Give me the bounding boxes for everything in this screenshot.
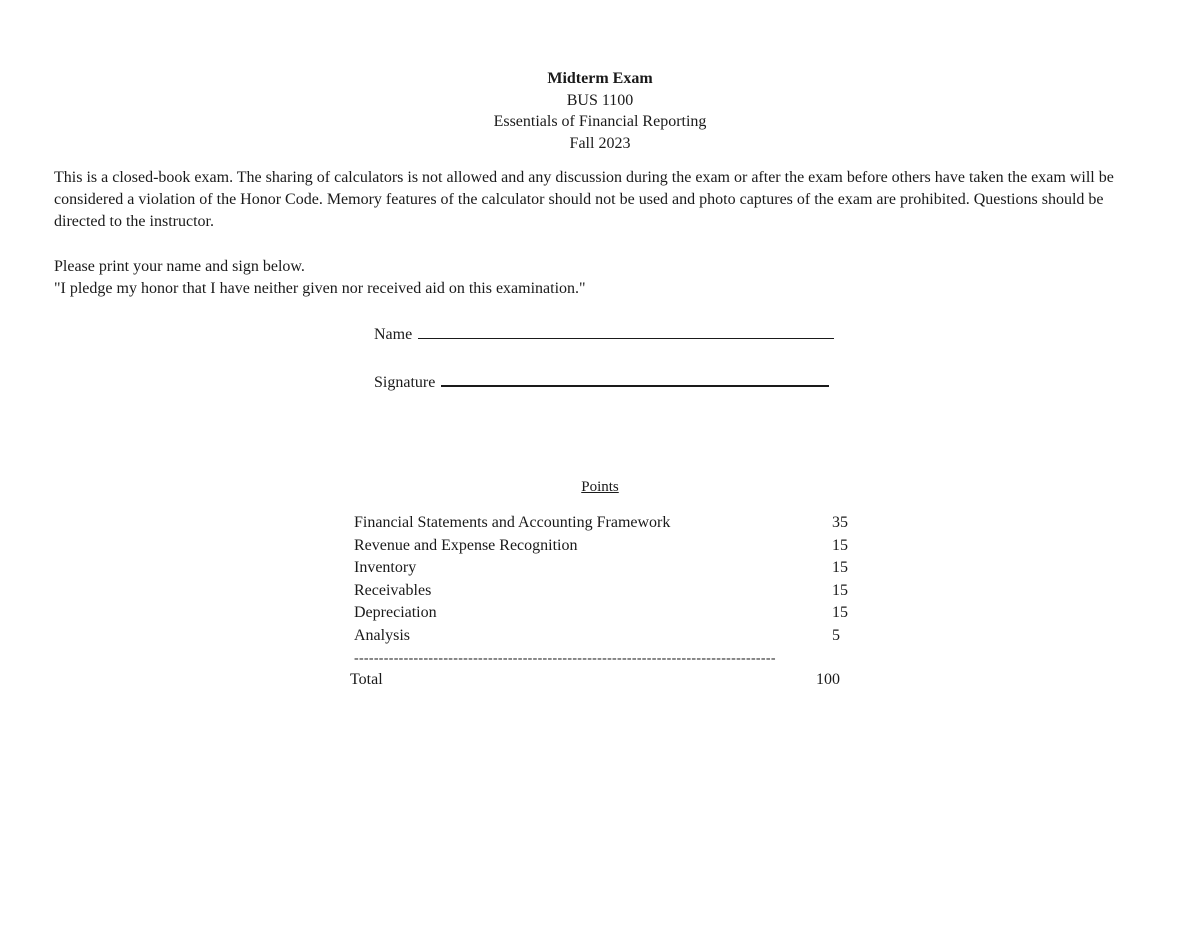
exam-instructions: This is a closed-book exam. The sharing of calculators is not allowed and any discussion during the exam or after the exam before others have taken the exam will be considered a violation of the Honor Code. Memory features of the calculator should not be used and photo captures of the exam are prohibited. Questions should be directed to the instructor. [54, 169, 1114, 230]
topic-points: 15 [832, 536, 848, 554]
topic-points: 35 [832, 514, 848, 531]
table-row [354, 535, 874, 558]
table-row [354, 602, 874, 625]
exam-title: Midterm Exam [547, 70, 653, 87]
points-header: Points [581, 479, 619, 495]
course-code: BUS 1100 [566, 91, 634, 109]
total-row [350, 669, 870, 691]
topic-label: Revenue and Expense Recognition [354, 536, 578, 554]
signature-label: Signature [374, 374, 436, 391]
topic-points: 15 [832, 581, 848, 599]
topic-label: Inventory [354, 559, 417, 576]
table-row [354, 557, 874, 580]
topic-points: 5 [832, 626, 840, 644]
table-row [354, 625, 874, 648]
honor-pledge [54, 256, 954, 300]
topic-label: Financial Statements and Accounting Framework [354, 514, 671, 531]
exam-header [0, 68, 1200, 154]
total-label: Total [350, 671, 383, 688]
table-separator: ------------------------------------------------------------------------------------- [354, 651, 776, 666]
exam-term: Fall 2023 [569, 134, 631, 152]
signature-blank-line[interactable] [441, 371, 829, 387]
course-name: Essentials of Financial Reporting [493, 113, 707, 130]
points-table [354, 512, 874, 647]
pledge-statement: "I pledge my honor that I have neither given nor received aid on this examination." [54, 280, 586, 297]
topic-points: 15 [832, 604, 848, 621]
table-row [354, 580, 874, 603]
total-points: 100 [816, 671, 840, 688]
topic-label: Analysis [354, 626, 410, 644]
signature-field [374, 371, 829, 392]
name-label: Name [374, 326, 413, 343]
pledge-prompt: Please print your name and sign below. [54, 258, 305, 275]
topic-label: Depreciation [354, 604, 437, 621]
name-blank-line[interactable] [418, 324, 834, 339]
topic-points: 15 [832, 559, 848, 576]
topic-label: Receivables [354, 581, 432, 599]
name-field [374, 324, 834, 344]
table-row [354, 512, 874, 535]
